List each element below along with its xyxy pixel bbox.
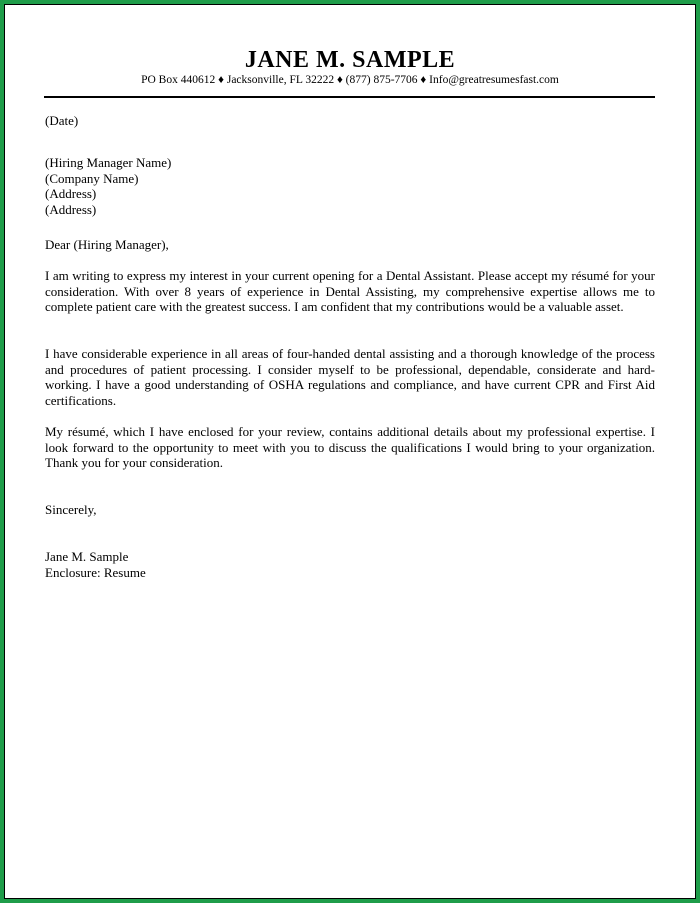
header-divider xyxy=(44,96,655,98)
recipient-address-1: (Address) xyxy=(45,186,97,201)
recipient-address-2: (Address) xyxy=(45,201,97,217)
paragraph-3: My résumé, which I have enclosed for your review, contains additional details about my professional expertise. I look forward to the opportunity to meet with you to discuss the qualifications I would bring to your organization. Thank you for your consideration. xyxy=(45,424,655,470)
recipient-block xyxy=(45,155,655,217)
signature-block xyxy=(45,549,655,580)
salutation: Dear (Hiring Manager), xyxy=(45,237,169,252)
paragraph-2: I have considerable experience in all areas of four-handed dental assisting and a thorough knowledge of the process and procedures of patient processing. I consider myself to be professional, dependable, considerate and hard-working. I have a good understanding of OSHA regulations and compliance, and have current CPR and First Aid certifications. xyxy=(45,346,655,408)
enclosure-note: Enclosure: Resume xyxy=(45,564,146,580)
contact-line: PO Box 440612 ♦ Jacksonville, FL 32222 ♦ (877) 875-7706 ♦ Info@greatresumesfast.com xyxy=(141,74,559,86)
paragraph-1: I am writing to express my interest in your current opening for a Dental Assistant. Please accept my résumé for your consideration. With over 8 years of experience in Dental Assisting, my comprehensive expertise allows me to complete patient care with the greatest success. I am confident that my contributions would be a valuable asset. xyxy=(45,268,655,314)
date-line: (Date) xyxy=(45,113,79,128)
signature-name: Jane M. Sample xyxy=(45,549,129,564)
recipient-company: (Company Name) xyxy=(45,170,139,186)
applicant-name: JANE M. SAMPLE xyxy=(244,47,456,73)
recipient-hiring-manager: (Hiring Manager Name) xyxy=(45,155,172,170)
closing: Sincerely, xyxy=(45,502,97,517)
